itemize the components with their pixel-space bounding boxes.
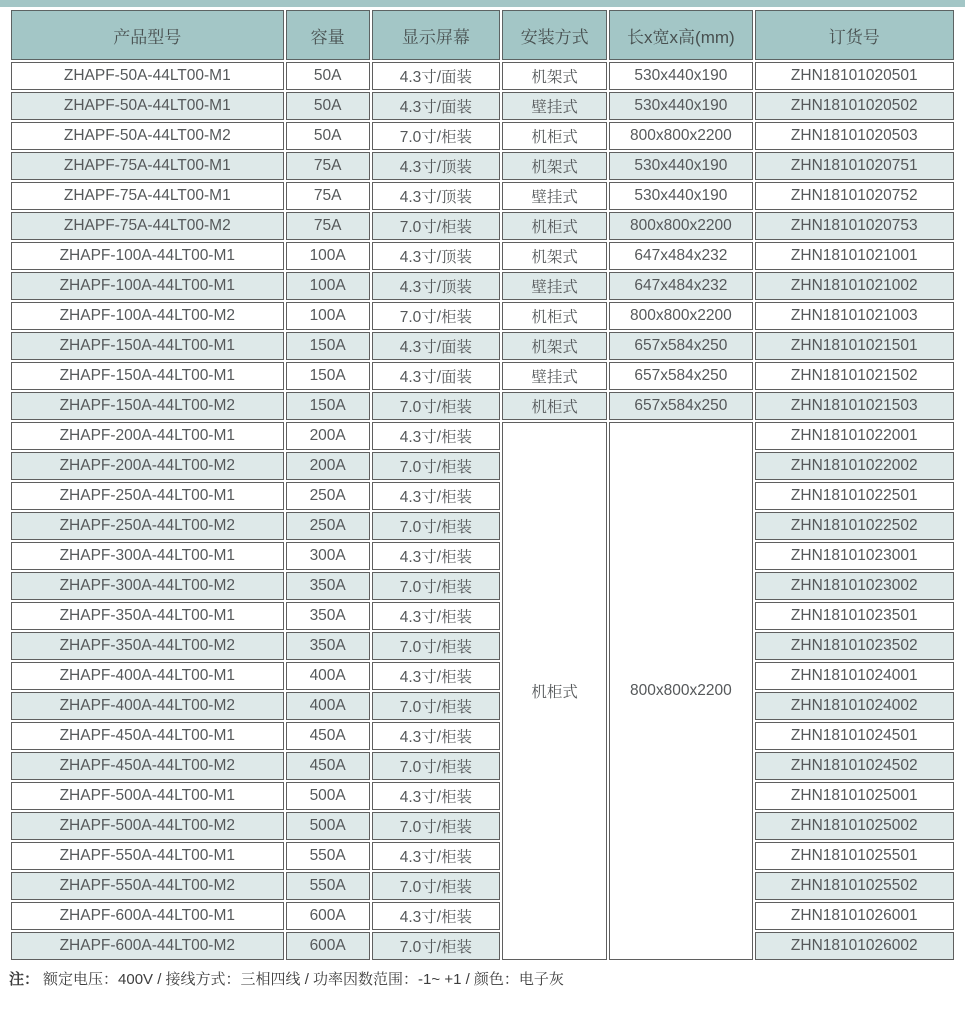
cell-model: ZHAPF-200A-44LT00-M1	[11, 422, 284, 450]
cell-model: ZHAPF-400A-44LT00-M2	[11, 692, 284, 720]
cell-display: 4.3寸/面装	[372, 332, 500, 360]
cell-dimensions: 657x584x250	[609, 362, 752, 390]
footnote	[9, 968, 965, 989]
cell-capacity: 150A	[286, 332, 370, 360]
cell-model: ZHAPF-50A-44LT00-M2	[11, 122, 284, 150]
cell-display: 4.3寸/柜装	[372, 422, 500, 450]
cell-capacity: 550A	[286, 842, 370, 870]
cell-order-no: ZHN18101020502	[755, 92, 954, 120]
table-row	[11, 152, 954, 180]
cell-install: 壁挂式	[502, 182, 607, 210]
column-header-display: 显示屏幕	[372, 10, 500, 60]
table-row	[11, 362, 954, 390]
table-row	[11, 62, 954, 90]
cell-model: ZHAPF-75A-44LT00-M1	[11, 152, 284, 180]
cell-dimensions: 647x484x232	[609, 242, 752, 270]
cell-display: 7.0寸/柜装	[372, 752, 500, 780]
cell-display: 7.0寸/柜装	[372, 572, 500, 600]
cell-capacity: 600A	[286, 932, 370, 960]
cell-capacity: 250A	[286, 512, 370, 540]
cell-display: 4.3寸/面装	[372, 62, 500, 90]
column-header-install: 安装方式	[502, 10, 607, 60]
cell-model: ZHAPF-50A-44LT00-M1	[11, 62, 284, 90]
table-row	[11, 662, 954, 690]
cell-model: ZHAPF-550A-44LT00-M1	[11, 842, 284, 870]
cell-install: 机柜式	[502, 302, 607, 330]
cell-install: 机架式	[502, 332, 607, 360]
cell-model: ZHAPF-75A-44LT00-M2	[11, 212, 284, 240]
cell-order-no: ZHN18101021001	[755, 242, 954, 270]
product-spec-table	[9, 8, 956, 962]
cell-capacity: 600A	[286, 902, 370, 930]
table-row	[11, 872, 954, 900]
cell-capacity: 150A	[286, 362, 370, 390]
cell-model: ZHAPF-300A-44LT00-M1	[11, 542, 284, 570]
cell-dimensions-merged: 800x800x2200	[609, 422, 752, 960]
cell-model: ZHAPF-250A-44LT00-M2	[11, 512, 284, 540]
cell-display: 7.0寸/柜装	[372, 812, 500, 840]
cell-dimensions: 530x440x190	[609, 92, 752, 120]
header-row	[11, 10, 954, 60]
table-row	[11, 632, 954, 660]
table-row	[11, 782, 954, 810]
table-row	[11, 842, 954, 870]
cell-display: 7.0寸/柜装	[372, 302, 500, 330]
cell-order-no: ZHN18101021503	[755, 392, 954, 420]
cell-install: 机架式	[502, 62, 607, 90]
cell-order-no: ZHN18101025001	[755, 782, 954, 810]
table-row	[11, 332, 954, 360]
column-header-model: 产品型号	[11, 10, 284, 60]
table-row	[11, 272, 954, 300]
column-header-capacity: 容量	[286, 10, 370, 60]
cell-order-no: ZHN18101020503	[755, 122, 954, 150]
table-row	[11, 452, 954, 480]
cell-model: ZHAPF-200A-44LT00-M2	[11, 452, 284, 480]
cell-order-no: ZHN18101025502	[755, 872, 954, 900]
table-row	[11, 752, 954, 780]
table-body	[11, 62, 954, 960]
cell-model: ZHAPF-450A-44LT00-M1	[11, 722, 284, 750]
table-row	[11, 572, 954, 600]
cell-display: 7.0寸/柜装	[372, 212, 500, 240]
cell-capacity: 500A	[286, 782, 370, 810]
cell-order-no: ZHN18101023502	[755, 632, 954, 660]
cell-display: 4.3寸/顶装	[372, 272, 500, 300]
cell-capacity: 350A	[286, 572, 370, 600]
cell-model: ZHAPF-350A-44LT00-M2	[11, 632, 284, 660]
top-accent-bar	[0, 0, 965, 7]
table-wrap	[0, 7, 965, 962]
table-row	[11, 302, 954, 330]
table-row	[11, 92, 954, 120]
cell-display: 7.0寸/柜装	[372, 452, 500, 480]
cell-model: ZHAPF-150A-44LT00-M1	[11, 332, 284, 360]
cell-order-no: ZHN18101025002	[755, 812, 954, 840]
cell-display: 4.3寸/顶装	[372, 182, 500, 210]
cell-order-no: ZHN18101020751	[755, 152, 954, 180]
cell-display: 4.3寸/顶装	[372, 242, 500, 270]
cell-order-no: ZHN18101021501	[755, 332, 954, 360]
cell-model: ZHAPF-400A-44LT00-M1	[11, 662, 284, 690]
cell-dimensions: 657x584x250	[609, 392, 752, 420]
cell-model: ZHAPF-100A-44LT00-M1	[11, 242, 284, 270]
table-row	[11, 122, 954, 150]
cell-order-no: ZHN18101025501	[755, 842, 954, 870]
cell-order-no: ZHN18101022002	[755, 452, 954, 480]
table-row	[11, 422, 954, 450]
cell-install: 机架式	[502, 152, 607, 180]
cell-capacity: 250A	[286, 482, 370, 510]
cell-dimensions: 800x800x2200	[609, 212, 752, 240]
table-row	[11, 242, 954, 270]
cell-model: ZHAPF-550A-44LT00-M2	[11, 872, 284, 900]
cell-capacity: 200A	[286, 452, 370, 480]
cell-capacity: 200A	[286, 422, 370, 450]
cell-order-no: ZHN18101022502	[755, 512, 954, 540]
cell-dimensions: 530x440x190	[609, 152, 752, 180]
cell-capacity: 75A	[286, 152, 370, 180]
cell-capacity: 550A	[286, 872, 370, 900]
cell-capacity: 400A	[286, 692, 370, 720]
cell-display: 4.3寸/柜装	[372, 602, 500, 630]
cell-capacity: 75A	[286, 182, 370, 210]
cell-model: ZHAPF-250A-44LT00-M1	[11, 482, 284, 510]
cell-order-no: ZHN18101023501	[755, 602, 954, 630]
cell-order-no: ZHN18101021003	[755, 302, 954, 330]
cell-capacity: 400A	[286, 662, 370, 690]
cell-capacity: 100A	[286, 242, 370, 270]
cell-order-no: ZHN18101021002	[755, 272, 954, 300]
cell-model: ZHAPF-450A-44LT00-M2	[11, 752, 284, 780]
cell-display: 4.3寸/柜装	[372, 542, 500, 570]
cell-dimensions: 800x800x2200	[609, 302, 752, 330]
cell-display: 7.0寸/柜装	[372, 872, 500, 900]
cell-capacity: 150A	[286, 392, 370, 420]
column-header-order-no: 订货号	[755, 10, 954, 60]
cell-display: 4.3寸/柜装	[372, 842, 500, 870]
cell-order-no: ZHN18101020753	[755, 212, 954, 240]
cell-order-no: ZHN18101026001	[755, 902, 954, 930]
cell-display: 4.3寸/柜装	[372, 482, 500, 510]
cell-capacity: 500A	[286, 812, 370, 840]
cell-dimensions: 657x584x250	[609, 332, 752, 360]
cell-order-no: ZHN18101024501	[755, 722, 954, 750]
cell-install: 壁挂式	[502, 272, 607, 300]
cell-order-no: ZHN18101024502	[755, 752, 954, 780]
cell-model: ZHAPF-50A-44LT00-M1	[11, 92, 284, 120]
cell-capacity: 100A	[286, 272, 370, 300]
cell-display: 4.3寸/柜装	[372, 902, 500, 930]
cell-install: 壁挂式	[502, 362, 607, 390]
cell-display: 7.0寸/柜装	[372, 122, 500, 150]
cell-model: ZHAPF-100A-44LT00-M1	[11, 272, 284, 300]
cell-display: 7.0寸/柜装	[372, 692, 500, 720]
cell-model: ZHAPF-600A-44LT00-M2	[11, 932, 284, 960]
cell-order-no: ZHN18101021502	[755, 362, 954, 390]
cell-install: 机柜式	[502, 392, 607, 420]
cell-install: 机柜式	[502, 212, 607, 240]
cell-model: ZHAPF-500A-44LT00-M2	[11, 812, 284, 840]
cell-model: ZHAPF-150A-44LT00-M1	[11, 362, 284, 390]
cell-display: 7.0寸/柜装	[372, 512, 500, 540]
cell-capacity: 100A	[286, 302, 370, 330]
cell-dimensions: 530x440x190	[609, 182, 752, 210]
cell-display: 4.3寸/顶装	[372, 152, 500, 180]
footnote-label: 注：	[9, 971, 40, 988]
cell-install: 机柜式	[502, 122, 607, 150]
cell-model: ZHAPF-600A-44LT00-M1	[11, 902, 284, 930]
table-row	[11, 602, 954, 630]
cell-order-no: ZHN18101023001	[755, 542, 954, 570]
cell-model: ZHAPF-75A-44LT00-M1	[11, 182, 284, 210]
cell-display: 4.3寸/面装	[372, 362, 500, 390]
cell-order-no: ZHN18101020501	[755, 62, 954, 90]
cell-order-no: ZHN18101026002	[755, 932, 954, 960]
cell-dimensions: 647x484x232	[609, 272, 752, 300]
table-row	[11, 182, 954, 210]
table-row	[11, 392, 954, 420]
cell-order-no: ZHN18101022501	[755, 482, 954, 510]
table-row	[11, 542, 954, 570]
cell-display: 7.0寸/柜装	[372, 932, 500, 960]
cell-capacity: 50A	[286, 122, 370, 150]
cell-display: 4.3寸/柜装	[372, 722, 500, 750]
cell-capacity: 350A	[286, 602, 370, 630]
cell-model: ZHAPF-150A-44LT00-M2	[11, 392, 284, 420]
table-row	[11, 902, 954, 930]
table-row	[11, 482, 954, 510]
cell-order-no: ZHN18101024002	[755, 692, 954, 720]
cell-dimensions: 530x440x190	[609, 62, 752, 90]
cell-model: ZHAPF-500A-44LT00-M1	[11, 782, 284, 810]
cell-model: ZHAPF-100A-44LT00-M2	[11, 302, 284, 330]
cell-install-merged: 机柜式	[502, 422, 607, 960]
cell-display: 4.3寸/面装	[372, 92, 500, 120]
cell-display: 4.3寸/柜装	[372, 662, 500, 690]
cell-order-no: ZHN18101020752	[755, 182, 954, 210]
cell-capacity: 450A	[286, 752, 370, 780]
cell-dimensions: 800x800x2200	[609, 122, 752, 150]
cell-model: ZHAPF-300A-44LT00-M2	[11, 572, 284, 600]
cell-capacity: 75A	[286, 212, 370, 240]
table-row	[11, 212, 954, 240]
cell-capacity: 50A	[286, 62, 370, 90]
cell-display: 7.0寸/柜装	[372, 632, 500, 660]
cell-order-no: ZHN18101022001	[755, 422, 954, 450]
cell-display: 4.3寸/柜装	[372, 782, 500, 810]
cell-capacity: 450A	[286, 722, 370, 750]
footnote-text: 额定电压：400V / 接线方式：三相四线 / 功率因数范围：-1~ +1 / 颜色：电子灰	[43, 971, 564, 988]
table-row	[11, 692, 954, 720]
cell-install: 壁挂式	[502, 92, 607, 120]
cell-order-no: ZHN18101023002	[755, 572, 954, 600]
cell-install: 机架式	[502, 242, 607, 270]
table-row	[11, 812, 954, 840]
table-row	[11, 932, 954, 960]
cell-display: 7.0寸/柜装	[372, 392, 500, 420]
column-header-dimensions: 长x宽x高(mm)	[609, 10, 752, 60]
cell-order-no: ZHN18101024001	[755, 662, 954, 690]
cell-capacity: 300A	[286, 542, 370, 570]
cell-model: ZHAPF-350A-44LT00-M1	[11, 602, 284, 630]
cell-capacity: 350A	[286, 632, 370, 660]
table-row	[11, 512, 954, 540]
table-row	[11, 722, 954, 750]
cell-capacity: 50A	[286, 92, 370, 120]
